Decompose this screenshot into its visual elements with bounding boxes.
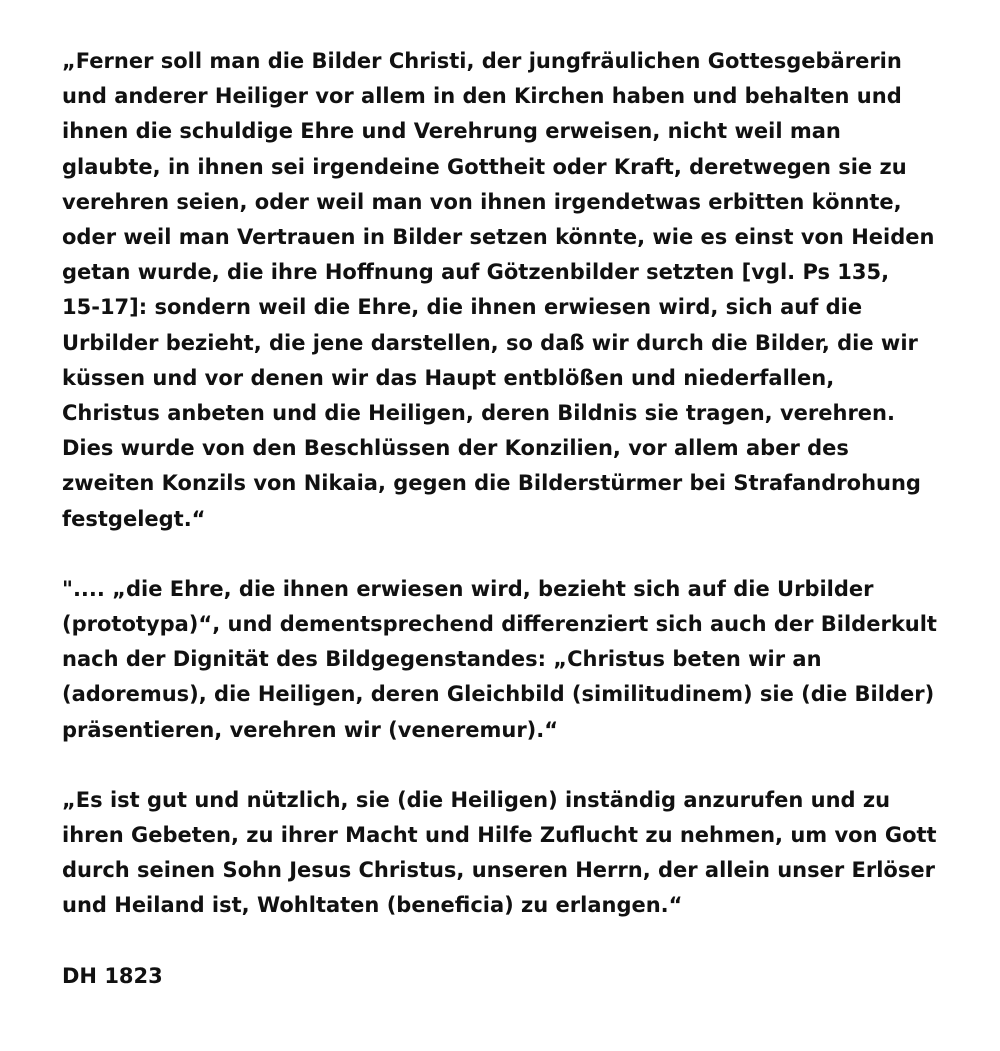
quote-paragraph-council-decree: „Ferner soll man die Bilder Christi, der jungfräulichen Gottesgebärerin und anderer Heiliger vor allem in den Kirchen haben und behalten und ihnen die schuldige Ehre und Verehrung erweisen, nicht weil man glaubte, in ihnen sei irgendeine Gottheit oder Kraft, deretwegen sie zu verehren seien, oder weil man von ihnen irgendetwas erbitten könnte, oder weil man Vertrauen in Bilder setzen könnte, wie es einst von Heiden getan wurde, die ihre Hoffnung auf Götzenbilder setzten [vgl. Ps 135, 15-17]: sondern weil die Ehre, die ihnen erwiesen wird, sich auf die Urbilder bezieht, die jene darstellen, so daß wir durch die Bilder, die wir küssen und vor denen wir das Haupt entblößen und niederfallen, Christus anbeten und die Heiligen, deren Bildnis sie tragen, verehren. Dies wurde von den Beschlüssen der Konzilien, vor allem aber des zweiten Konzils von Nikaia, gegen die Bilderstürmer bei Strafandrohung festgelegt.“ bbox=[62, 49, 935, 531]
source-reference: DH 1823 bbox=[62, 963, 163, 988]
quote-paragraph-invocation: „Es ist gut und nützlich, sie (die Heiligen) inständig anzurufen und zu ihren Gebeten, zu ihrer Macht und Hilfe Zuflucht zu nehmen, um von Gott durch seinen Sohn Jesus Christus, unseren Herrn, der allein unser Erlöser und Heiland ist, Wohltaten (beneficia) zu erlangen.“ bbox=[62, 787, 937, 918]
document-body bbox=[62, 44, 962, 994]
quote-paragraph-prototypa: ".... „die Ehre, die ihnen erwiesen wird, bezieht sich auf die Urbilder (prototypa)“, und dementsprechend differenziert sich auch der Bilderkult nach der Dignität des Bildgegenstandes: „Christus beten wir an (adoremus), die Heiligen, deren Gleichbild (similitudinem) sie (die Bilder) präsentieren, verehren wir (veneremur).“ bbox=[62, 576, 937, 742]
